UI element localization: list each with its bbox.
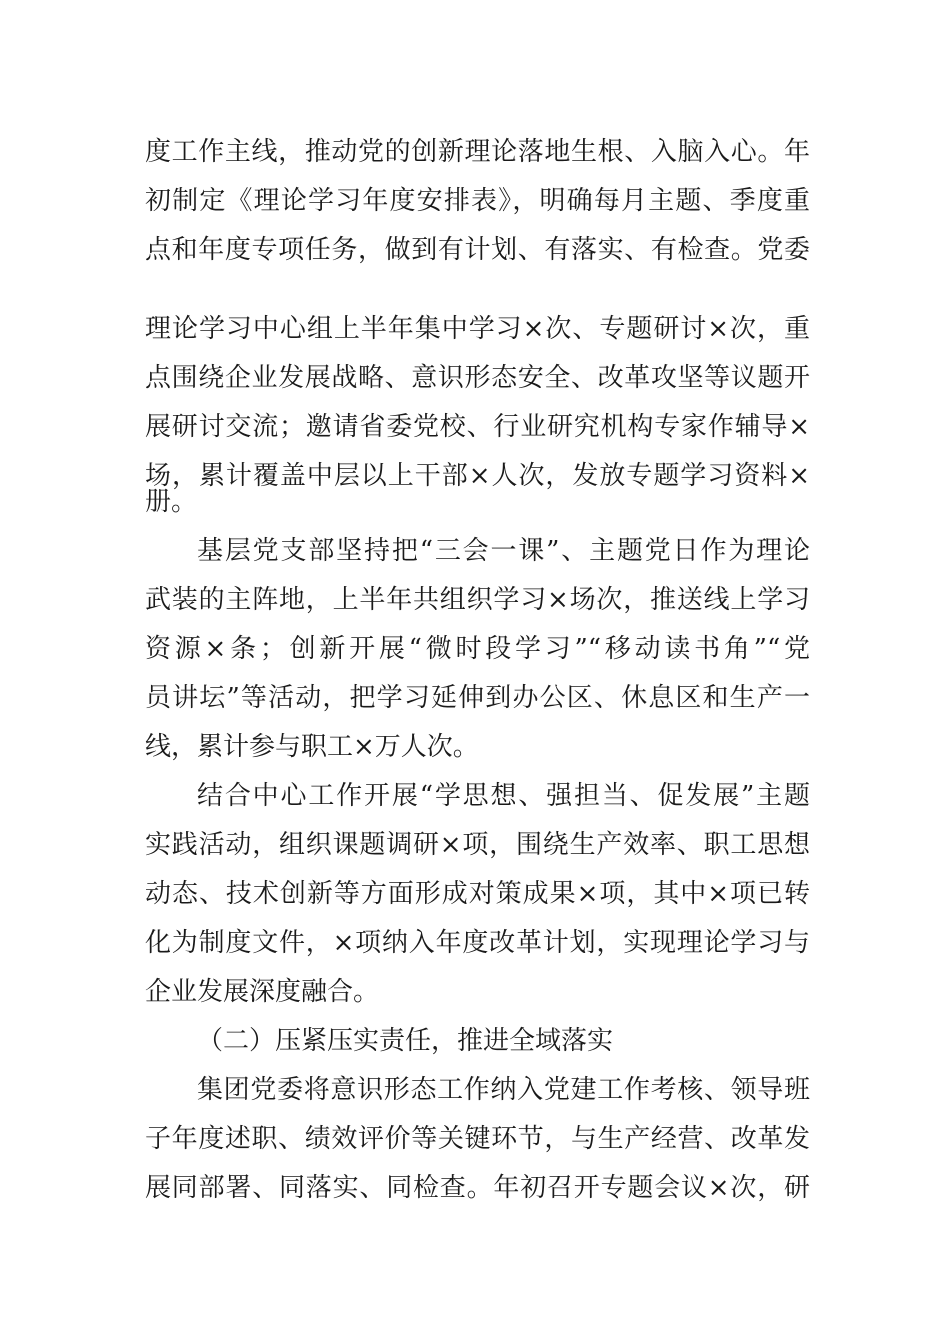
paragraph-start: 基层党支部坚持把“三会一课”、主题党日作为理论 <box>197 536 810 566</box>
text-line: 武装的主阵地，上半年共组织学习×场次，推送线上学习 <box>145 585 810 615</box>
text-line: 企业发展深度融合。 <box>145 977 380 1007</box>
text-line: 化为制度文件，×项纳入年度改革计划，实现理论学习与 <box>145 928 810 958</box>
text-line: 线，累计参与职工×万人次。 <box>145 732 479 762</box>
text-line: 子年度述职、绩效评价等关键环节，与生产经营、改革发 <box>145 1124 810 1154</box>
text-line: 展研讨交流；邀请省委党校、行业研究机构专家作辅导× <box>145 412 810 442</box>
text-line: 册。 <box>145 487 198 517</box>
text-line: 场，累计覆盖中层以上干部×人次，发放专题学习资料× <box>145 461 810 491</box>
text-line: 资源×条；创新开展“微时段学习”“移动读书角”“党 <box>145 634 810 664</box>
text-line: 展同部署、同落实、同检查。年初召开专题会议×次，研 <box>145 1173 810 1203</box>
text-line: 实践活动，组织课题调研×项，围绕生产效率、职工思想 <box>145 830 810 860</box>
text-line: 度工作主线，推动党的创新理论落地生根、入脑入心。年 <box>145 137 810 167</box>
paragraph-start: 结合中心工作开展“学思想、强担当、促发展”主题 <box>197 781 810 811</box>
paragraph-start: 集团党委将意识形态工作纳入党建工作考核、领导班 <box>197 1075 810 1105</box>
text-line: 点和年度专项任务，做到有计划、有落实、有检查。党委 <box>145 235 810 265</box>
text-line: 员讲坛”等活动，把学习延伸到办公区、休息区和生产一 <box>145 683 810 713</box>
text-line: 点围绕企业发展战略、意识形态安全、改革攻坚等议题开 <box>145 363 810 393</box>
text-line: 理论学习中心组上半年集中学习×次、专题研讨×次，重 <box>145 314 810 344</box>
section-heading: （二）压紧压实责任，推进全域落实 <box>197 1026 614 1056</box>
text-line: 动态、技术创新等方面形成对策成果×项，其中×项已转 <box>145 879 810 909</box>
text-line: 初制定《理论学习年度安排表》，明确每月主题、季度重 <box>145 186 810 216</box>
